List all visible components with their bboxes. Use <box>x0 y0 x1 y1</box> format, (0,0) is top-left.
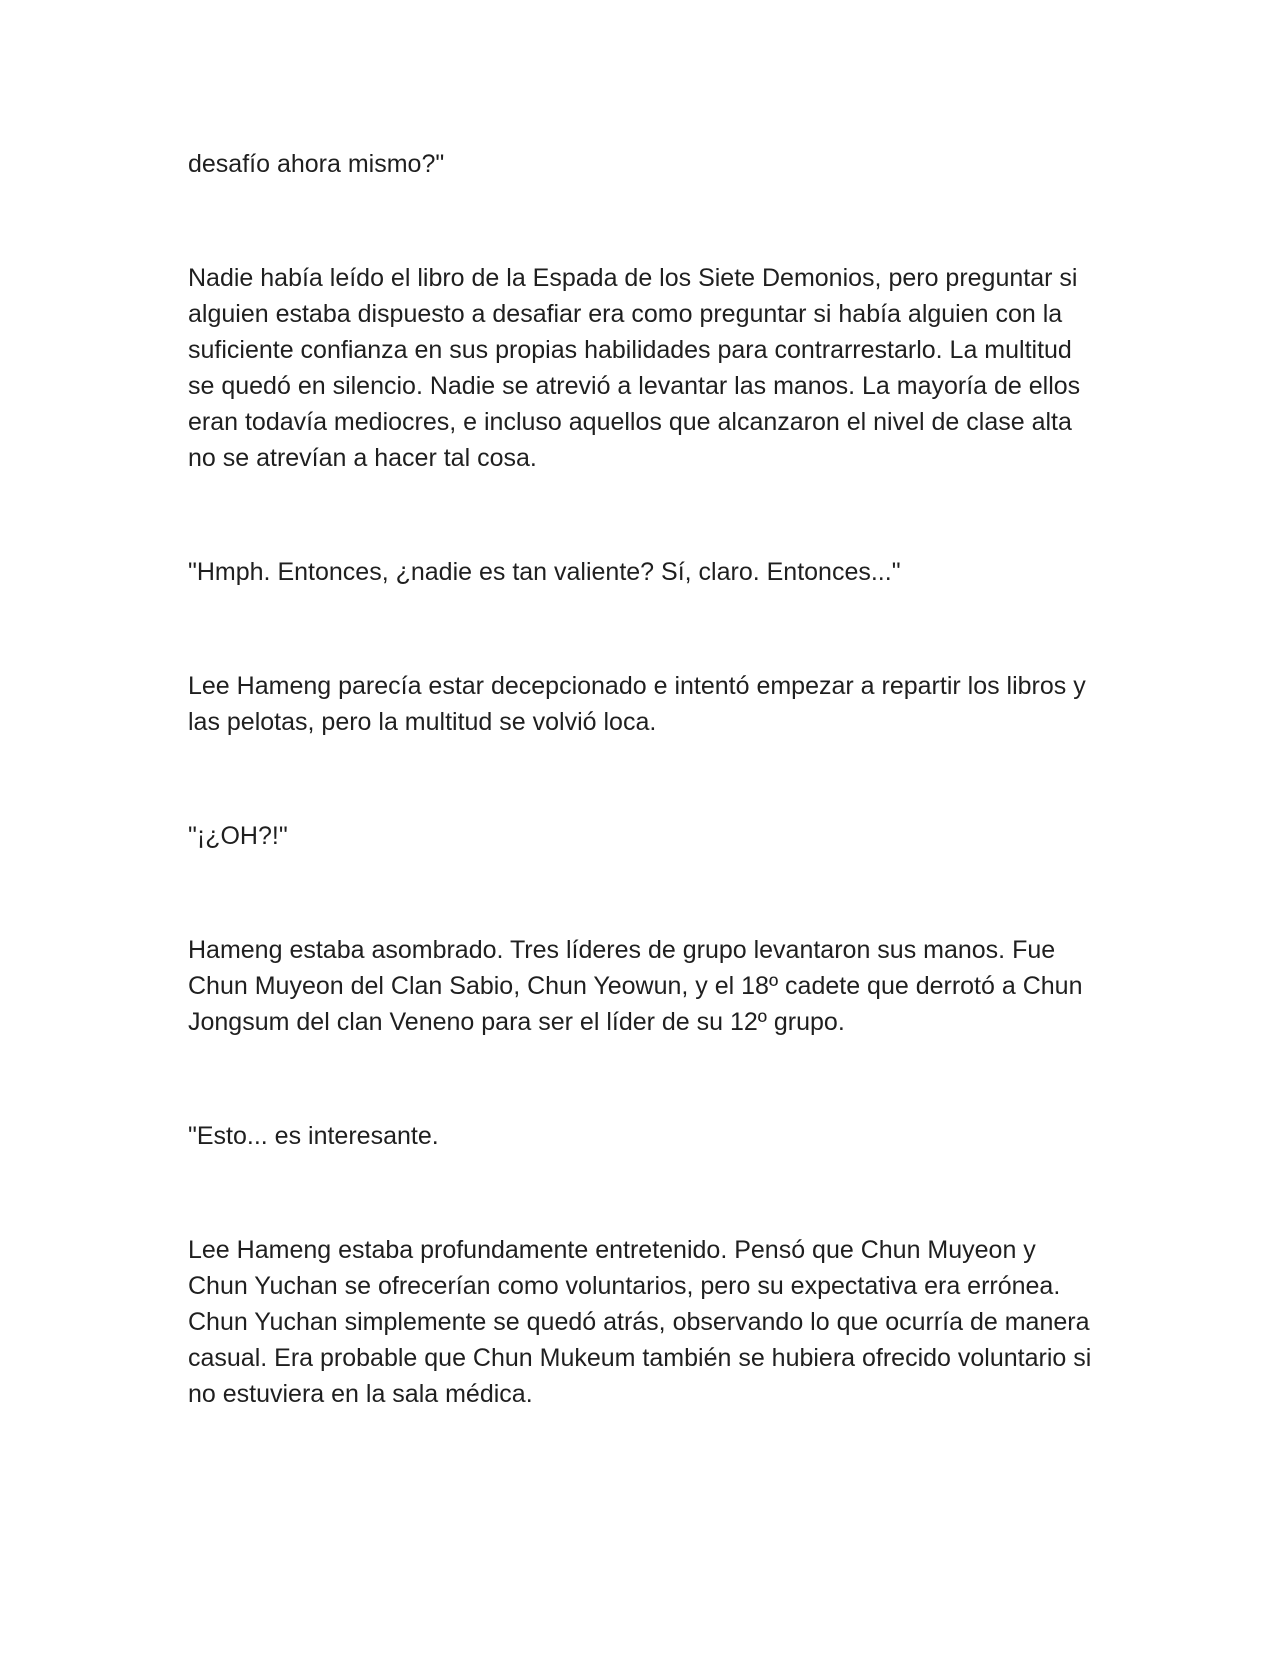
paragraph-5: "¡¿OH?!" <box>188 822 288 850</box>
paragraph-7: "Esto... es interesante. <box>188 1122 439 1150</box>
paragraph-1: desafío ahora mismo?" <box>188 150 445 178</box>
paragraph-3: "Hmph. Entonces, ¿nadie es tan valiente? Sí, claro. Entonces..." <box>188 558 901 586</box>
paragraph-8: Lee Hameng estaba profundamente entretenido. Pensó que Chun Muyeon y Chun Yuchan se ofrecerían como voluntarios, pero su expectativa era errónea. Chun Yuchan simplemente se quedó atrás, observando lo que ocurría de manera casual. Era probable que Chun Mukeum también se hubiera ofrecido voluntario si no estuviera en la sala médica. <box>188 1236 1092 1408</box>
paragraph-4: Lee Hameng parecía estar decepcionado e intentó empezar a repartir los libros y las pelotas, pero la multitud se volvió loca. <box>188 672 1086 736</box>
document-body <box>188 146 1098 1412</box>
paragraph-2: Nadie había leído el libro de la Espada de los Siete Demonios, pero preguntar si alguien estaba dispuesto a desafiar era como preguntar si había alguien con la suficiente confianza en sus propias habilidades para contrarrestarlo. La multitud se quedó en silencio. Nadie se atrevió a levantar las manos. La mayoría de ellos eran todavía mediocres, e incluso aquellos que alcanzaron el nivel de clase alta no se atrevían a hacer tal cosa. <box>188 264 1081 472</box>
paragraph-6: Hameng estaba asombrado. Tres líderes de grupo levantaron sus manos. Fue Chun Muyeon del Clan Sabio, Chun Yeowun, y el 18º cadete que derrotó a Chun Jongsum del clan Veneno para ser el líder de su 12º grupo. <box>188 936 1083 1036</box>
